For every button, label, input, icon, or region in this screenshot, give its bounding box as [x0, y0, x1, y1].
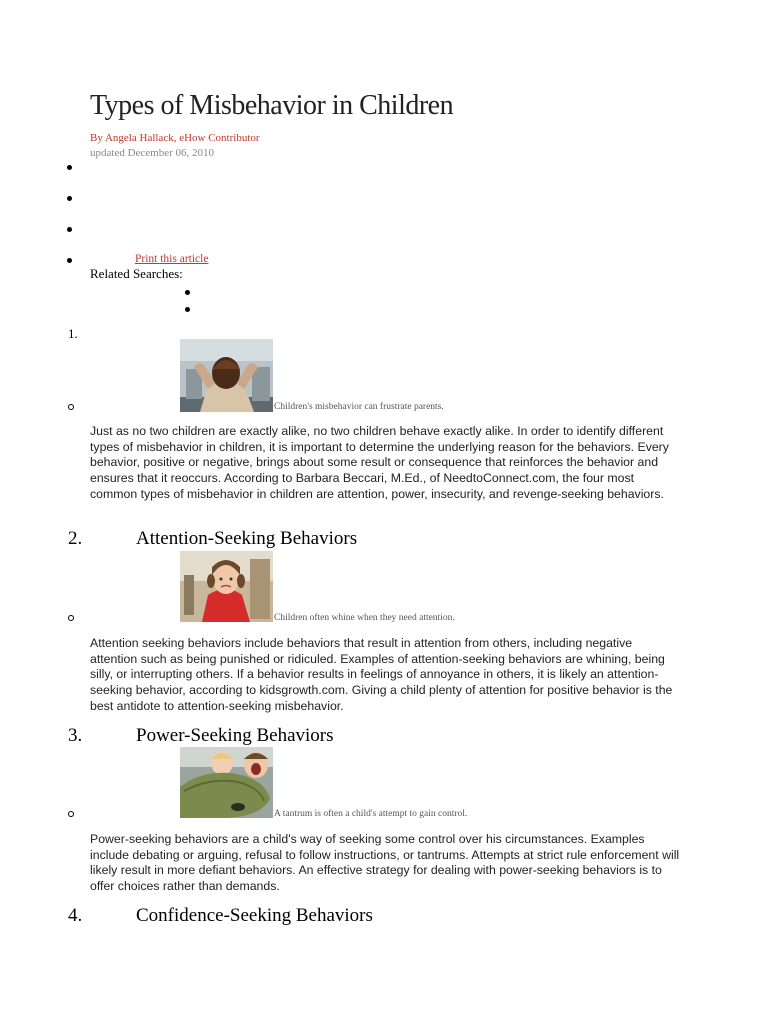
- section-number: 2.: [68, 528, 83, 549]
- list-bullet: [67, 227, 72, 232]
- section-number: 3.: [68, 725, 83, 746]
- related-search-bullet: [185, 307, 190, 312]
- list-bullet: [67, 258, 72, 263]
- list-circle-bullet: [68, 811, 74, 817]
- section-image-tantrum: [180, 747, 273, 818]
- section-paragraph: Power-seeking behaviors are a child's way of seeking some control over his circumstances. Examples include debating or arguing, refusal to follow instructions, or tantrums. Attempts at strict rule enforcement will likely result in more defiant behaviors. An effective strategy for dealing with power-seeking behaviors is to offer choices rather than demands.: [90, 832, 680, 894]
- image-caption: Children's misbehavior can frustrate parents.: [274, 402, 444, 412]
- list-circle-bullet: [68, 615, 74, 621]
- section-number: 1.: [68, 326, 78, 341]
- updated-date: updated December 06, 2010: [90, 147, 215, 159]
- related-searches-label: Related Searches:: [90, 266, 183, 281]
- section-heading: Power-Seeking Behaviors: [136, 725, 334, 746]
- section-paragraph: Just as no two children are exactly alike, no two children behave exactly alike. In order to identify different types of misbehavior in children, it is important to determine the underlying reason for the behaviors. Every behavior, positive or negative, brings about some result or consequence that reinforces the behavior and ensures that it reoccurs. According to Barbara Beccari, M.Ed., of NeedtoConnect.com, the four most common types of misbehavior in children are attention, power, insecurity, and revenge-seeking behaviors.: [90, 424, 669, 501]
- section-number: 4.: [68, 905, 83, 926]
- list-bullet: [67, 165, 72, 170]
- print-article-link[interactable]: Print this article: [135, 253, 209, 265]
- section-image-frustrated-parent: [180, 339, 273, 412]
- article-title: Types of Misbehavior in Children: [90, 90, 454, 121]
- author-byline[interactable]: By Angela Hallack, eHow Contributor: [90, 132, 260, 144]
- image-caption: A tantrum is often a child's attempt to gain control.: [274, 809, 468, 819]
- section-paragraph: Attention seeking behaviors include behaviors that result in attention from others, including negative attention such as being punished or ridiculed. Examples of attention-seeking behaviors are whining, being silly, or interrupting others. If a behavior results in feelings of annoyance in others, it is likely an attention-seeking behavior, according to kidsgrowth.com. Giving a child plenty of attention for positive behavior is the best antidote to attention-seeking misbehavior.: [90, 636, 673, 713]
- section-image-whining-child: [180, 551, 273, 622]
- list-circle-bullet: [68, 404, 74, 410]
- list-bullet: [67, 196, 72, 201]
- section-heading: Confidence-Seeking Behaviors: [136, 905, 373, 926]
- image-caption: Children often whine when they need attention.: [274, 613, 455, 623]
- section-heading: Attention-Seeking Behaviors: [136, 528, 358, 549]
- related-search-bullet: [185, 290, 190, 295]
